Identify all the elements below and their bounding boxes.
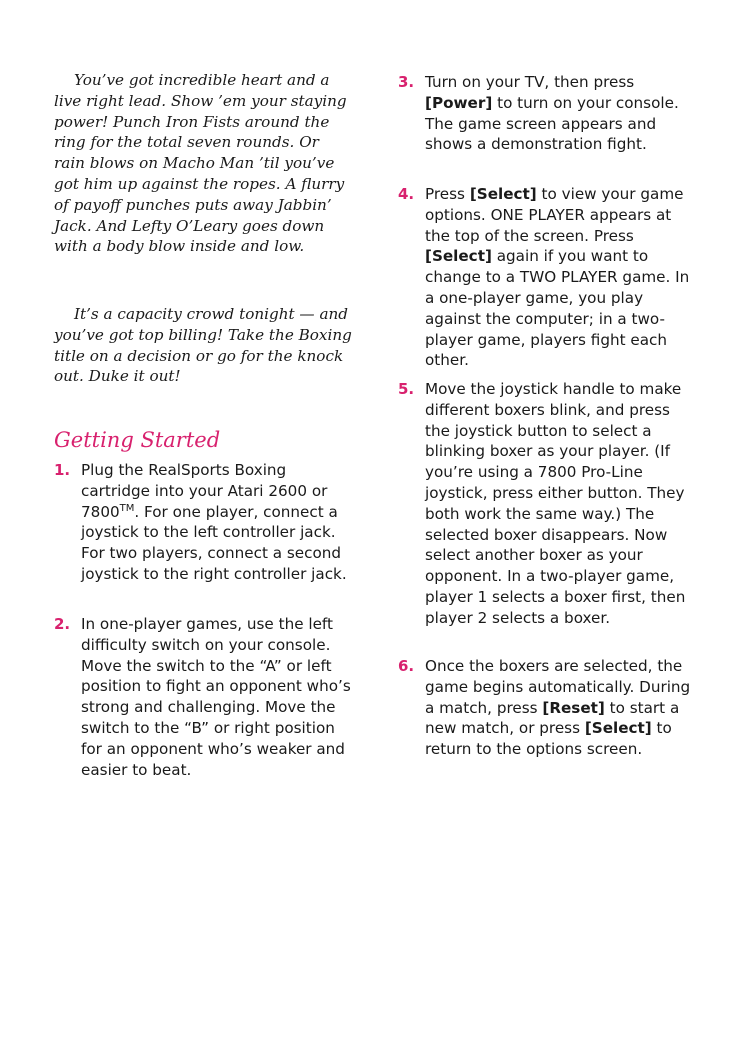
step-text: Move the joystick handle to make different boxers blink, and press the joystick button to select a blinking boxer as your player. (If you’re using a 7800 Pro-Line joystick, press either button. They both work the same way.) The selected boxer disappears. Now select another boxer as your opponent. In a two-player game, player 1 selects a boxer first, then player 2 selects a boxer. (425, 380, 686, 627)
step-5 (398, 379, 698, 629)
power-key: [Power] (425, 93, 493, 112)
step-text: Once the boxers are selected, the game begins automatically. During a match, press [Reset] to start a new match, or press [Select] to return to the options screen. (425, 657, 691, 759)
step-number: 2. (54, 615, 71, 633)
step-number: 6. (398, 657, 415, 675)
select-key: [Select] (469, 185, 537, 203)
step-2 (54, 614, 354, 780)
step-text: Press [Select] to view your game options. ONE PLAYER appears at the top of the screen. Press [Select] again if you want to change to a TWO PLAYER game. In a one-player game, you play against the computer; in a two-player game, players fight each other. (425, 185, 690, 370)
select-key: [Select] (584, 719, 652, 738)
step-text: In one-player games, use the left difficulty switch on your console. Move the switch to the “A” or left position to fight an opponent who’s strong and challenging. Move the switch to the “B” or right position for an opponent who’s weaker and easier to beat. (81, 615, 351, 779)
step-3 (398, 72, 698, 155)
step-number: 3. (398, 73, 415, 91)
intro-paragraph-1: You’ve got incredible heart and a live right lead. Show ’em your staying power! Punch Iron Fists around the ring for the total seven rounds. Or rain blows on Macho Man ’til you’ve got him up against the ropes. A flurry of payoff punches puts away Jabbin’ Jack. And Lefty O’Leary goes down with a body blow inside and low. (54, 71, 347, 256)
step-number: 1. (54, 461, 71, 479)
section-heading: Getting Started (54, 428, 221, 452)
step-text: Plug the RealSports Boxing cartridge into your Atari 2600 or 7800™. For one player, connect a joystick to the left controller jack. For two players, connect a second joystick to the right controller jack. (81, 461, 347, 583)
step-number: 4. (398, 185, 415, 203)
step-text: Turn on your TV, then press [Power] to turn on your console. The game screen appears and shows a demonstration fight. (425, 73, 679, 154)
reset-key: [Reset] (542, 698, 605, 717)
select-key: [Select] (425, 247, 492, 266)
step-6 (398, 656, 698, 760)
step-1 (54, 460, 354, 585)
trademark-mark: TM (119, 502, 135, 514)
intro-paragraph-2: It’s a capacity crowd tonight — and you’ve got top billing! Take the Boxing title on a decision or go for the knock out. Duke it out! (54, 305, 352, 386)
step-4 (398, 184, 698, 371)
step-number: 5. (398, 380, 415, 398)
